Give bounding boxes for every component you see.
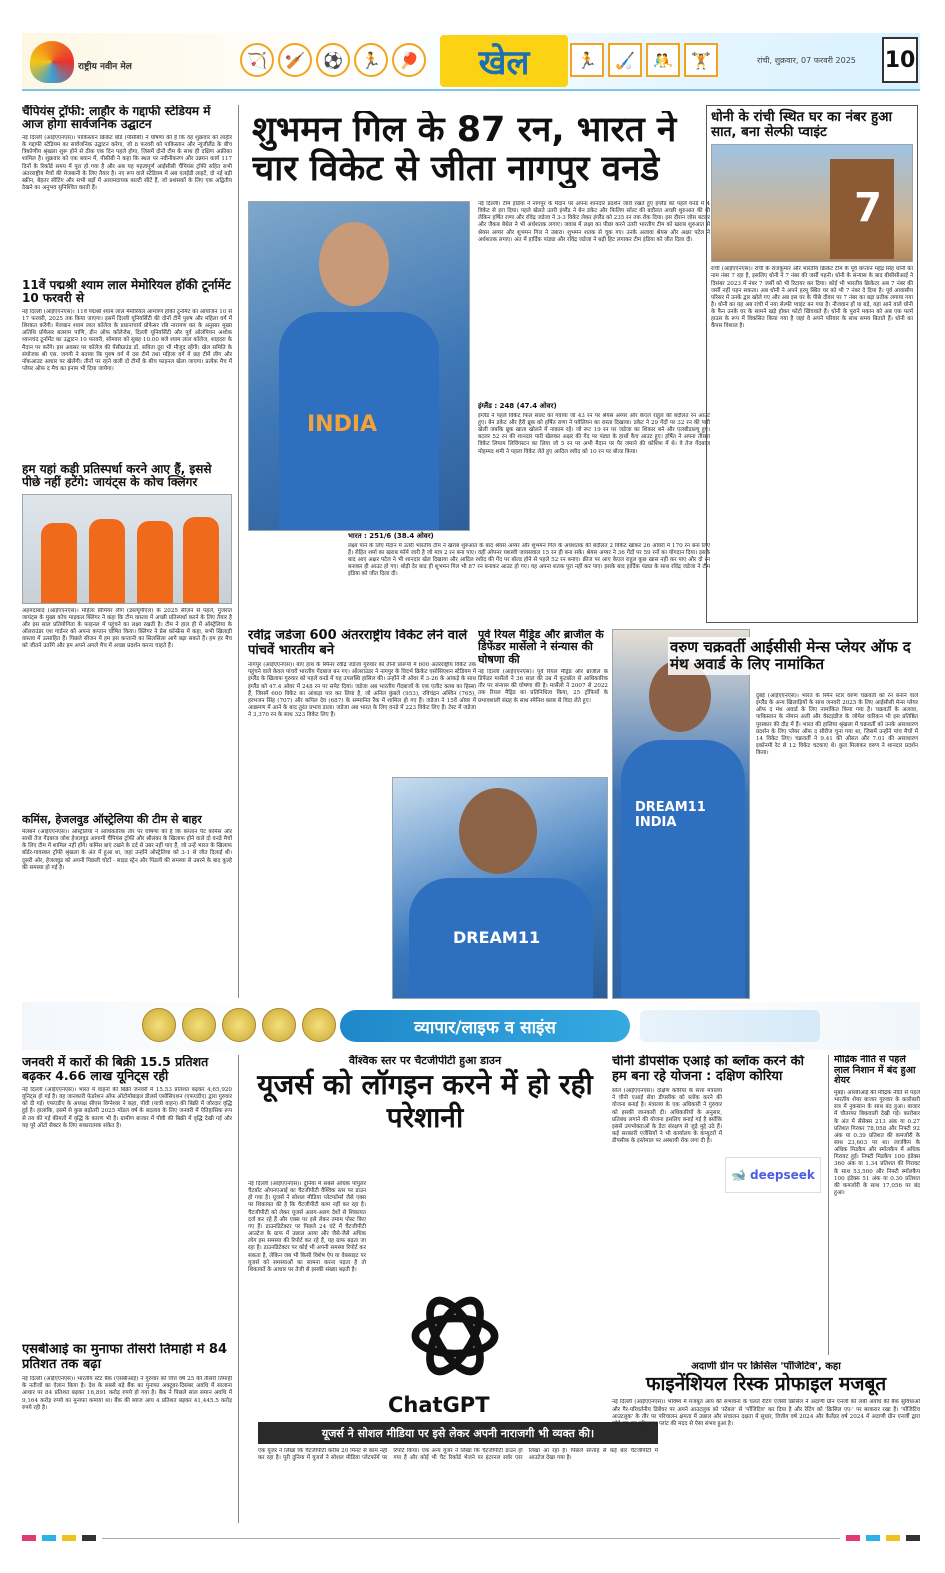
business-section-label: व्यापार/लाइफ व साइंस (340, 1010, 630, 1042)
lead-bottom (348, 531, 710, 617)
deepseek-headline: चीनी डीपसीक एआई को ब्लॉक करने की हम बना रहे योजना : दक्षिण कोरिया (612, 1055, 804, 1084)
coins-icon (142, 1008, 336, 1042)
sbi-headline: एसबीआई का मुनाफा तीसरी तिमाही में 84 प्रतिशत तक बढ़ा (22, 1343, 227, 1372)
market-headline: मौद्रिक नीति से पहले लाल निशान में बंद हुआ शेयर (834, 1055, 916, 1087)
weightlifting-icon: 🏋 (684, 43, 718, 77)
marcelo-body: नई दिल्ली (आईएएनएस)। पूर्व रियल मैड्रिड और ब्राजील के डिफेंडर मार्सेलो ने 36 साल की उम्र में फुटबॉल से आधिकारिक तौर पर संन्यास की घोषणा की है। मार्सेलो ने 2007 से 2022 तक रियल मैड्रिड का प्रतिनिधित्व किया, 25 ट्रॉफियों के प्रभावशाली संग्रह के साथ स्पेनिश क्लब से विदा लेते हुए। (478, 668, 608, 704)
story3-headline: हम यहां कड़ी प्रतिस्पर्धा करने आए हैं, इससे पीछे नहीं हटेंगे: जायंट्स के कोच क्लिंगर (22, 461, 212, 490)
market-story (834, 1055, 920, 1355)
cars-story (22, 1055, 232, 1335)
chatgpt-headline: यूजर्स को लॉगइन करने में हो रही परेशानी (257, 1068, 593, 1134)
story4-body: मेलबर्न (आईएएनएस)। ऑस्ट्रेलिया ने आधिकारिक तौर पर घोषणा की है कि कप्तान पैट कमिंस और साथी तेज गेंदबाज जोश हेजलवुड आगामी चैंपियंस ट्रॉफी और श्रीलंका के खिलाफ होने वाले दो वनडे मैचों के लिए टीम में शामिल नहीं होंगे। कमिंस बाएं टखने के दर्द से उबर नहीं पाए हैं, जो उन्हें भारत के खिलाफ बॉर्डर-गावस्कर ट्रॉफी श्रृंखला के अंत में हुआ था, जहां उन्होंने ऑस्ट्रेलिया को 3-1 से जीत दिलाई थी। दूसरी ओर, हेजलवुड को अपनी पिछली चोटों - साइड स्ट्रेन और पिंडली की समस्या से उबरने के बाद कूल्हे की समस्या हो गई है। (22, 828, 232, 871)
running-icon: 🏃 (570, 43, 604, 77)
shubman-gill-photo (248, 201, 470, 531)
wrestling-icon: 🤼 (646, 43, 680, 77)
chatgpt-banner: यूजर्स ने सोशल मीडिया पर इसे लेकर अपनी नाराजगी भी व्यक्त की। (258, 1422, 658, 1444)
adani-story (612, 1361, 920, 1526)
story4-headline: कमिंस, हेजलवुड ऑस्ट्रेलिया की टीम से बाहर (22, 812, 202, 826)
football-icon: ⚽ (316, 43, 350, 77)
varun-photo (612, 629, 750, 999)
page-number: 10 (882, 37, 918, 83)
lead-subhead2: भारत : 251/6 (38.4 ओवर) (348, 532, 434, 540)
chatgpt-banner-body: एक यूजर ने लिखा कि चैटजीपीटी करीब 20 मिनट से काम नहीं कर रहा है। पूरी दुनिया में यूजर्स ने सोशल मीडिया प्लेटफॉर्म पर रिपोर्ट किया। एक अन्य यूजर ने लिखा कि चैटजीपीटी डाउन हो गया है और कोई भी चैट रिकॉर्ड भेजने पर इंटरनल सर्वर एरर लिखा आ रहा है। पिछले सप्ताह से कई बार चैटजीपीटी में आउटेज देखा गया है। (258, 1448, 658, 1462)
column-divider-3 (828, 1055, 829, 1355)
deepseek-body: सोल (आईएएनएस)। दक्षिण कोरिया के सत्ता मंत्रालय ने चीनी एआई सेवा डीपसीक को ब्लॉक करने की योजना बनाई है। मंत्रालय के एक अधिकारी ने गुरुवार को इसकी जानकारी दी। अधिकारियों के अनुसार, प्रतिबंध लगाने की योजना इसलिए बनाई गई है क्योंकि इससे उपभोक्ताओं के डेटा संरक्षण से जुड़े मुद्दे उठे हैं। कई सरकारी एजेंसियों ने भी कार्यालय के कंप्यूटरों में डीपसीक के इस्तेमाल पर अस्थायी रोक लगा दी है। (612, 1088, 722, 1145)
newspaper-page (22, 33, 920, 1543)
cars-body: नई दिल्ली (आईएएनएस)। भारत में वाहनों की बिक्री जनवरी में 15.53 प्रतिशत बढ़कर 4,65,920 यूनिट्स हो गई है। यह जानकारी फेडरेशन ऑफ ऑटोमोबाइल डीलर्स एसोसिएशन (एफएडीए) द्वारा गुरुवार को दी गई। एफएडीए के अध्यक्ष सीएस विग्नेश्वर ने कहा, पीवी (यात्री वाहन) की बिक्री में जोरदार वृद्धि हुई है। हालांकि, इसमें से कुछ बढ़ोतरी 2025 मॉडल वर्ष के बदलाव के लिए जनवरी में ऐतिहासिक रूप से तय की गई कीमतों में वृद्धि के कारण भी है। ग्रामीण बाजार में पीवी की बिक्री में वृद्धि देखी गई और यह पूरे ऑटो सेक्टर के लिए सकारात्मक संकेत है। (22, 1087, 232, 1129)
sbi-story (22, 1343, 232, 1523)
column-divider-2 (238, 1055, 239, 1523)
lead-body1: नई दिल्ली। टीम इंडिया ने नागपुर के मैदान पर अपना शानदार प्रदर्शन जारी रखते हुए इंग्लैंड को पहले वनडे में 4 विकेट से हरा दिया। पहले खेलते उतरी इंग्लैंड ने बेन डकेट और फिलिप सॉल्ट की बदौलत अच्छी शुरुआत की थी लेकिन हर्षित राणा और रविंद्र जडेजा ने 3-3 विकेट लेकर इंग्लैंड को 235 रन तक रोक दिया। इस दौरान जोस बटलर और जैकब बेथेल ने भी अर्धशतक लगाए। जवाब में लक्ष्य का पीछा करने उतरी भारतीय टीम को खराब शुरुआत से श्रेयस अय्यर और शुभमन गिल ने उबारा। शुभमन शतक से चूक गए। उनके अलावा श्रेयस और अक्षर पटेल ने अर्धशतक लगाए। अंत में हार्दिक पांड्या और रविंद्र जडेजा ने बढ़ी हिट लगाकर टीम इंडिया को जीत दिला दी। (478, 201, 710, 243)
market-body: मुंबई। आरबीआई की मौद्रिक नीति से पहले भारतीय शेयर बाजार गुरुवार के कारोबारी सत्र में नुकसान के साथ बंद हुआ। बाजार में चौतरफा बिकवाली देखी गई। कारोबार के अंत में सेंसेक्स 213 अंक या 0.27 प्रतिशत गिरकर 78,058 और निफ्टी 92 अंक या 0.39 प्रतिशत की कमजोरी के साथ 23,603 पर था। लार्जकैप के अधिक मिडकैप और स्मॉलकैप में अधिक गिरावट हुई। निफ्टी मिडकैप 100 इंडेक्स 360 अंक या 1.34 प्रतिशत की गिरावट के साथ 53,500 और निफ्टी स्मॉलकैप 100 इंडेक्स 51 अंक या 0.30 प्रतिशत की कमजोरी के साथ 17,056 पर बंद हुआ। (834, 1089, 920, 1197)
varun-headline: वरुण चक्रवर्ती आईसीसी मेन्स प्लेयर ऑफ द मंथ अवार्ड के लिए नामांकित (668, 637, 918, 675)
gujarat-giants-photo (22, 494, 232, 604)
adani-kicker: अदाणी ग्रीन पर क्रिसिल 'पॉजिटिव', कहा (691, 1361, 841, 1372)
cricket-icon: 🏏 (278, 43, 312, 77)
dhoni-headline: धोनी के रांची स्थित घर का नंबर हुआ सात, बना सेल्फी प्वाइंट (711, 109, 892, 141)
story3-body: अहमदाबाद (आईएएनएस)। महिला प्रीमियर लीग (डब्ल्यूपीएल) के 2025 सीज़न से पहले, गुजरात जायंट्स के मुख्य कोच माइकल क्लिंगर ने कहा कि टीम वास्तव में अच्छी प्रतिस्पर्धा करने के लिए तैयार है और इस साल प्रतियोगिता के फाइनल में पहुंचने का लक्ष्य रखती है। टीम ने हाल ही में ऑस्ट्रेलिया के ऑलराउंडर एश गार्डनर को अपना कप्तान घोषित किया। क्लिंगर ने प्रेस कॉन्फ्रेंस में कहा, सभी खिलाड़ी वास्तव में उत्साहित हैं। पिछले सीजन में हम इस कप्तानी का सिलसिला आगे बढ़ा सकते हैं। हम हर मैच को जीतने उतरेंगे और हम अपने अगले मैच में अच्छा प्रदर्शन करना चाहते हैं। (22, 607, 232, 650)
chatgpt-body-col2 (520, 1183, 606, 1419)
adani-body: नई दिल्ली (आईएएनएस)। भविष्य में मजबूत आय की संभावना के चलते रेटिंग एजेंसी क्रिसिल ने अदाणी ग्रीन एनर्जी की लंबी अवधि की बैंक सुविधाओं और गैर-परिवर्तनीय डिबेंचर पर अपने आउटलुक को 'स्टेबल' से 'पॉजिटिव' कर दिया है और रेटिंग को 'क्रिसिल एए-' पर बरकरार रखा है। 'पॉजिटिव आउटलुक' के तौर पर परिचालन क्षमता में उछाल और संचालन दक्षता में सुधार, वित्तीय वर्ष 2024 और कैलेंडर वर्ष 2024 में अदाणी ग्रीन एनर्जी द्वारा जोड़े गए नए परिचालन प्लांट की मदद से ऐसा संभव हुआ है। (612, 1399, 920, 1427)
story1-body: नई दिल्ली (आईएएनएस)। पाकिस्तान क्रिकेट बोर्ड (पीसीबी) ने घोषणा की है कि वह शुक्रवार को लाहौर के गद्दाफी स्टेडियम का सार्वजनिक उद्घाटन करेगा, जो 8 फरवरी को पाकिस्तान और न्यूजीलैंड के बीच त्रिकोणीय श्रृंखला शुरू होने से ठीक एक दिन पहले होगा, जिसमें दोनों टीम के साथ ही दक्षिण अफ्रीका शामिल है। शुक्रवार को एक बयान में, पीसीबी ने कहा कि स्थल पर नवीनीकरण और उन्नयन कार्य 117 दिनों के रिकॉर्ड समय में पूरा हो गया है और अब यह महत्वपूर्ण आईसीसी चैंपियंस ट्रॉफी सहित सभी अंतरराष्ट्रीय मैचों की मेजबानी के लिए तैयार है। नए रूप वाले स्टेडियम में अब एलईडी लाइटें, दो नई बड़ी स्क्रीन, बेहतर सीटिंग और सभी बड़ों में आरामदायक बाल्टी सीटें हैं, जो प्रशंसकों के लिए एक अद्वितीय देखने का अनुभव सुनिश्चित करती हैं। (22, 134, 232, 191)
story2-headline: 11वें पद्मश्री श्याम लाल मेमोरियल हॉकी टूर्नामेंट 10 फरवरी से (22, 277, 231, 306)
dhoni-house-photo: 7 (711, 144, 913, 262)
cars-headline: जनवरी में कारों की बिक्री 15.5 प्रतिशत बढ़कर 4.66 लाख यूनिट्स रही (22, 1055, 209, 1083)
story1-headline: चैंपियंस ट्रॉफी: लाहौर के गद्दाफी स्टेडियम में आज होगा सार्वजनिक उद्घाटन (22, 105, 211, 132)
lead-body-col (478, 201, 710, 535)
section-title: खेल (440, 35, 568, 87)
sport-icons-left (240, 43, 426, 77)
varun-story (612, 629, 920, 999)
jadeja-headline: रवींद्र जडेजा 600 अंतरराष्ट्रीय विकेट लेने वाले पांचवें भारतीय बने (248, 629, 468, 658)
paper-logo-icon (30, 41, 74, 83)
business-band (22, 1002, 920, 1050)
lead-body2: इंग्लैंड ने पहले विकेट फिल साल्ट का गंवाया जो 43 रन पर श्रेयस अय्यर और केएल राहुल की बदौलत रन आउट हुए। बेन डकेट और हैरी ब्रूक को हर्षित राणा ने पवेलियन का रास्ता दिखाया। डकेट ने 29 गेंदों पर 32 रन की पारी खेली जबकि ब्रूक खाता खोलने में नाकाम रहे। जो रूट 19 रन पर जडेजा का शिकार बने और एलबीडब्ल्यू हुए। बटलर 52 रन की शानदार पारी खेलकर अक्षर की गेंद पर पंड्या के हाथों कैच आउट हुए। हर्षित ने अपना तीसरा विकेट लियाम लिविंगस्टन का लिया जो 5 रन पर अभी मैदान पर पैर जमाने की कोशिश में थे। वे तेज गेंदबाज मोहम्मद शमी ने पहला विकेट लेते हुए आदिल रशीद को 10 रन पर बोल्ड किया। (478, 412, 710, 455)
lead-headline: शुभमन गिल के 87 रन, भारत ने चार विकेट से जीता नागपुर वनडे (252, 111, 677, 188)
jadeja-photo (392, 777, 608, 999)
left-column (22, 105, 232, 998)
footer-color-bar (22, 1533, 920, 1543)
science-icon (640, 1010, 820, 1042)
paper-name: राष्ट्रीय नवीन मेल (78, 62, 132, 72)
dhoni-story (706, 105, 918, 623)
adani-headline: फाइनेंशियल रिस्क प्रोफाइल मजबूत (645, 1373, 887, 1396)
story2-body: नई दिल्ली (आईएएनएस)। 11वें पद्मश्री श्याम लाल मेमोरियल आमंत्रण हॉकी टूर्नामेंट का आयोजन 10 से 17 फरवरी, 2025 तक किया जाएगा। इसमें दिल्ली यूनिवर्सिटी की दोनों टीमें पुरुष और महिला वर्ग में शिरकत करेंगी। मेजबान श्याम लाल कॉलेज के प्रधानाचार्य प्रोफेसर रबि नारायण कर के अनुसार मुख्य अतिथि प्रोफेसर बलराम पाणि, डीन ऑफ कॉलेजेस, दिल्ली यूनिवर्सिटी और पूर्व ओलंपियन अशोक ध्यानचंद टूर्नामेंट का उद्घाटन 10 फरवरी, सोमवार को सुबह 10.00 बजे श्याम लाल कॉलेज, शाहदरा के मैदान पर करेंगे। इस अवसर पर कॉलेज की पेंसीग्राउंड डॉ. सविता दूरा भी मौजूद रहेंगी। खेल समिति के संयोजक श्री एस. जगगी ने बताया कि पुरुष वर्ग में दस टीमें तथा महिला वर्ग में छह टीमें लीग और नॉकआउट आधार पर खेलेंगी। तीनों पर रहने वाली दो टीमों के बीच फाइनल खेला जाएगा। प्रत्येक मैच में प्लेयर ऑफ द मैच का इनाम भी दिया जायेगा। (22, 308, 232, 372)
dhoni-body: रांची (आईएएनएस)। रांची के राजकुमार और भारतीय क्रिकेट टीम के पूर्व कप्तान महेंद्र सिंह धोनी का नाम नंबर 7 रहा है, इसलिए धोनी ने 7 नंबर की जर्सी पहनी। धोनी के संन्यास के बाद बीसीसीआई ने दिसंबर 2023 में नंबर 7 जर्सी को भी रिटायर कर दिया। कोई भी भारतीय क्रिकेटर अब 7 नंबर की जर्सी नहीं पहन सकता। अब धोनी ने अपने हरमू स्थित घर को भी 7 नंबर दे दिया है। पूर्व आवासीय परिसर में उनके द्वार खोले गए और अब इस घर के पीछे दीवार पर 7 नंबर का बड़ा प्रतीक लगाया गया है। धोनी का यह अब रांची में नया सेल्फी प्वाइंट बन गया है। नौजवान हों या बड़े, यहां आने वाले धोनी के फैन उनके घर के सामने खड़े होकर फोटो खिंचवाते हैं। धोनी के पुराने मकान को अब एक फार्म हाउस के रूप में विकसित किया गया है जहां वे अपने परिवार के साथ समय बिताते हैं। धोनी का कैंपस विशाल है। (711, 266, 913, 330)
masthead (22, 33, 920, 91)
chatgpt-body: नई दिल्ली (आईएएनएस)। दुनिया में सबसे अधिक पॉपुलर चैटबॉट ओपनएआई का चैटजीपीटी वैश्विक स्तर पर डाउन हो गया है। यूजर्स ने सोशल मीडिया प्लेटफॉर्म्स जैसे एक्स पर शिकायत की है कि चैटजीपीटी काम नहीं कर रहा है। चैटजीपीटी को लेकर यूजर्स अलग-अलग देशों से शिकायत दर्ज कर रहे हैं और एक्स पर इसे लेकर तमाम पोस्ट किए गए हैं। डाउनडिटेक्टर पर पिछले 24 घंटे में चैटजीपीटी आउटेज के ग्राफ में उछाल आया और जैसे-जैसे अधिक लोग इस समस्या की रिपोर्ट कर रहे हैं, यह ग्राफ बढ़ता जा रहा है। डाउनडिटेक्टर पर कोई भी अपनी समस्या रिपोर्ट कर सकता है, लेकिन जब भी किसी विशेष ऐप या वेबसाइट पर यूजर्स को समस्याओं का सामना करना पड़ता है तो शिकायतें के आधार पर तेजी से इसकी संख्या बढ़ती है। (248, 1181, 366, 1273)
jersey-label: INDIA (307, 412, 378, 437)
jadeja-body: नागपुर (आईएएनएस)। बाएं हाथ के स्पिनर रवींद्र जडेजा गुरुवार को तीनों प्रारूपों में 600 अंतरराष्ट्रीय विकेट तक पहुंचने वाले केवल पांचवें भारतीय गेंदबाज बन गए। ऑलराउंडर ने नागपुर के विदर्भ क्रिकेट एसोसिएशन स्टेडियम में इंग्लैंड के खिलाफ गुरुवार को पहले वनडे में यह उपलब्धि हासिल की। उन्होंने नौ ओवर में 3-26 के आंकड़े के साथ इंग्लैंड को 47.4 ओवर में 248 रन पर समेट दिया। जडेजा अब भारतीय गेंदबाजों के एक एलीट क्लब का हिस्सा हैं, जिसमें 600 विकेट का आंकड़ा पार कर लिया है, जो अनिल कुंबले (953), रविचंद्रन अश्विन (765), हरभजन सिंह (707) और कपिल देव (687) के सम्मानित रैंक में शामिल हो गए हैं। जडेजा ने 15वें ओवर में आक्रमण में आने के बाद तुरंत प्रभाव डाला। जडेजा अब भारत के लिए वनडे में 223 विकेट लिए हैं। टेस्ट में जडेजा ने 3,370 रन के साथ 323 विकेट लिए हैं। (248, 662, 476, 719)
hockey-icon: 🏑 (608, 43, 642, 77)
sbi-body: नई दिल्ली (आईएएनएस)। भारतीय स्टेट बैंक (एसबीआई) ने गुरुवार को वित्त वर्ष 25 की तीसरी तिमाही के नतीजों का ऐलान किया है। देश के सबसे बड़े बैंक का मुनाफा अक्टूबर-दिसंबर अवधि में सालाना आधार पर 84 प्रतिशत बढ़कर 16,891 करोड़ रुपये हो गया है। बैंक ने पिछले साल समान अवधि में 9,164 करोड़ रुपये का मुनाफा कमाया था। बैंक की ब्याज आय 4 प्रतिशत बढ़कर 41,445.5 करोड़ रुपये रही है। (22, 1376, 232, 1411)
jadeja-jersey-label: DREAM11 (453, 928, 541, 947)
column-divider (238, 105, 239, 998)
lead-story (248, 105, 710, 623)
varun-jersey-label: DREAM11 INDIA (635, 800, 706, 830)
marcelo-headline: पूर्व रियल मैड्रिड और ब्राजील के डिफेंडर मार्सेलो ने संन्यास की घोषणा की (478, 629, 604, 666)
chatgpt-logo-icon (400, 1281, 510, 1391)
dateline: रांची, शुक्रवार, 07 फरवरी 2025 (757, 56, 856, 65)
lead-body3: लक्ष्य पाने के लिए मैदान में उतरी भारतीय टीम ने खराब शुरुआत के बाद श्रेयस अय्यर और शुभमन गिल के अर्धशतक की बदौलत 2 विकेट खोकर 26 ओवरों में 170 रन बना लिए हैं। रोहित शर्मा का खराब फॉर्म जारी है जो मात्र 2 रन बना पाए। वहीं ओपनर यशस्वी जायसवाल 15 रन ही बना सके। श्रेयस अय्यर ने 36 गेंदों पर 59 रनों का योगदान दिया। इसके बाद आए अक्षर पटेल ने भी शानदार खेल दिखाया और आदिल रशीद की गेंद पर बोल्ड होने से पहले 52 रन बनाए। क्रीज पर आए केएल राहुल कुछ खास नहीं कर पाए और दो रन बनाकर ही आउट हो गए। थोड़ी देर बाद ही शुभमन गिल भी 87 रन बनाकर आउट हो गए। यह अपना शतक पूरा नहीं कर पाए। इसके बाद हार्दिक पंड्या के साथ रविंद्र जडेजा ने टीम इंडिया को जीत दिला दी। (348, 542, 710, 578)
chatgpt-wordmark: ChatGPT (388, 1393, 490, 1417)
lead-subhead1: इंग्लैंड : 248 (47.4 ओवर) (478, 402, 557, 410)
table-tennis-icon: 🏓 (392, 43, 426, 77)
deepseek-logo-icon: 🐋 deepseek (725, 1157, 821, 1193)
deepseek-story (612, 1055, 822, 1355)
archery-icon: 🏹 (240, 43, 274, 77)
chatgpt-kicker: वैश्विक स्तर पर चैटजीपीटी हुआ डाउन (348, 1055, 502, 1067)
sport-icons-right (570, 43, 718, 77)
varun-body: दुबई (आईएएनएस)। भारत के स्पिन स्टार वरुण चक्रवर्ती को रन बनाने वाले इंग्लैंड के अन्य खिलाड़ियों के साथ जनवरी 2025 के लिए आईसीसी मेन्स प्लेयर ऑफ द मंथ अवार्ड के लिए नामांकित किया गया है। चक्रवर्ती के अलावा, पाकिस्तान के नोमान अली और वेस्टइंडीज के जोमेल वारिकन भी इस प्रतिष्ठित पुरस्कार की दौड़ में हैं। भारत की हालिया श्रृंखला में चक्रवर्ती को उनके असाधारण प्रदर्शन के लिए प्लेयर ऑफ द सीरीज चुना गया था, जिसमें उन्होंने पांच मैचों में 14 विकेट लिए। चक्रवर्ती ने 9.41 की औसत और 7.01 की असाधारण इकॉनमी रेट से 12 विकेट चटकाए थे। कुल मिलाकर वरुण ने शानदार प्रदर्शन किया। (756, 693, 918, 757)
hurdles-icon: 🏃 (354, 43, 388, 77)
